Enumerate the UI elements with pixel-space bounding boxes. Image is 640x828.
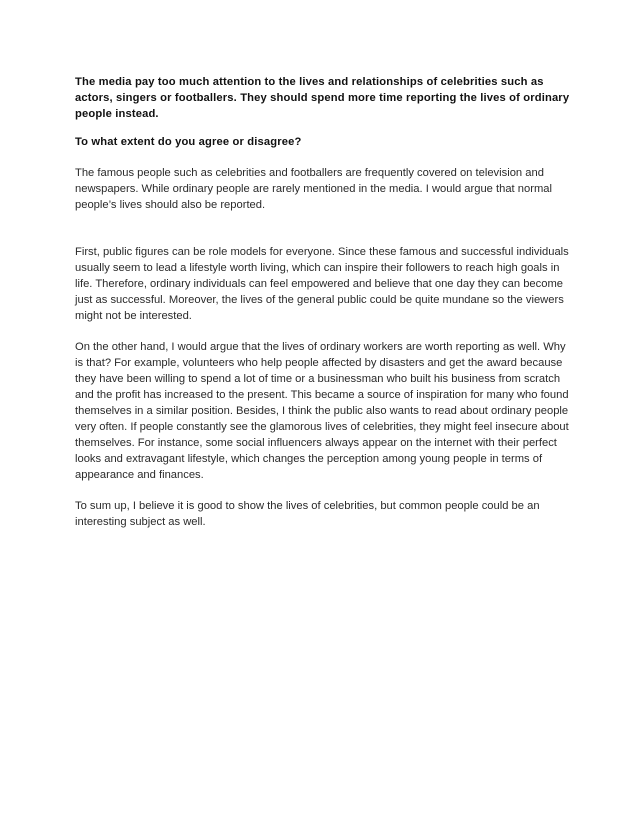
essay-question: To what extent do you agree or disagree? [75,136,302,148]
essay-prompt: The media pay too much attention to the lives and relationships of celebrities such as actors, singers or footballers. They should spend more time reporting the lives of ordinary people instead. [75,76,570,120]
document-page [75,74,575,530]
paragraph-body-1: First, public figures can be role models for everyone. Since these famous and successful individuals usually seem to lead a lifestyle worth living, which can inspire their followers to reach high goals in life. Therefore, ordinary individuals can feel empowered and believe that one day they can become just as successful. Moreover, the lives of the general public could be quite mundane so the viewers might not be interested. [75,246,569,322]
paragraph-body-2: On the other hand, I would argue that the lives of ordinary workers are worth reporting as well. Why is that? For example, volunteers who help people affected by disasters and get the award because they have been willing to spend a lot of time or a businessman who built his business from scratch and the profit has increased to the present. This became a source of inspiration for many who found themselves in a similar position. Besides, I think the public also wants to read about ordinary people very often. If people constantly see the glamorous lives of celebrities, they might feel insecure about themselves. For instance, some social influencers always appear on the internet with their perfect looks and extravagant lifestyle, which changes the perception among young people in terms of appearance and finances. [75,341,569,481]
paragraph-introduction: The famous people such as celebrities and footballers are frequently covered on television and newspapers. While ordinary people are rarely mentioned in the media. I would argue that normal people’s lives should also be reported. [75,167,552,211]
paragraph-conclusion: To sum up, I believe it is good to show the lives of celebrities, but common people could be an interesting subject as well. [75,500,540,528]
